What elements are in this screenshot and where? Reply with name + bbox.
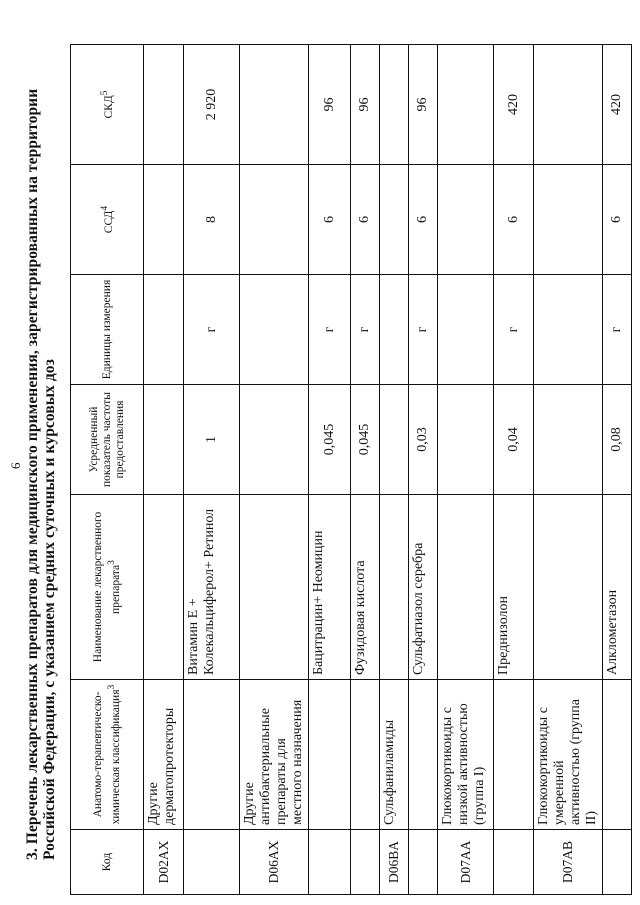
- cell-code: D07AB: [534, 830, 603, 895]
- table-row: [144, 45, 184, 895]
- cell-frequency: [438, 385, 494, 495]
- header-frequency: Усредненный показатель частоты предоставления: [71, 385, 144, 495]
- cell-ssd: 6: [494, 165, 534, 275]
- cell-ssd: 8: [184, 165, 240, 275]
- cell-name: Бацитрацин+ Неомицин: [309, 495, 351, 680]
- cell-frequency: 0,04: [494, 385, 534, 495]
- table-row: [309, 45, 351, 895]
- table-row: [494, 45, 534, 895]
- cell-skd: [438, 45, 494, 165]
- cell-name: Алклометазон: [603, 495, 632, 680]
- cell-unit: г: [409, 275, 438, 385]
- cell-atc: [184, 680, 240, 830]
- cell-atc: Глюкокортикоиды с низкой активностью (группа I): [438, 680, 494, 830]
- cell-frequency: [534, 385, 603, 495]
- cell-code: [494, 830, 534, 895]
- table-row: [438, 45, 494, 895]
- cell-skd: 96: [351, 45, 380, 165]
- cell-ssd: 6: [351, 165, 380, 275]
- cell-atc: Глюкокортикоиды с умеренной активностью (группа II): [534, 680, 603, 830]
- cell-unit: г: [494, 275, 534, 385]
- header-ssd: ССД$^4$: [71, 165, 144, 275]
- cell-frequency: 0,08: [603, 385, 632, 495]
- cell-atc: Другие дерматопротекторы: [144, 680, 184, 830]
- cell-skd: 420: [603, 45, 632, 165]
- cell-code: D06AX: [240, 830, 309, 895]
- cell-unit: [534, 275, 603, 385]
- document-title: 3. Перечень лекарственных препаратов для медицинского применения, зарегистрированных на территории Российской Федерации, с указанием средних суточных и курсовых доз: [24, 88, 58, 860]
- cell-atc: Другие антибактериальные препараты для местного назначения: [240, 680, 309, 830]
- cell-skd: [240, 45, 309, 165]
- table-row: [380, 45, 409, 895]
- cell-name: Преднизолон: [494, 495, 534, 680]
- page-number: 6: [8, 462, 23, 469]
- cell-ssd: 6: [409, 165, 438, 275]
- cell-frequency: 0,045: [351, 385, 380, 495]
- table-row: [240, 45, 309, 895]
- cell-skd: 2 920: [184, 45, 240, 165]
- cell-code: [409, 830, 438, 895]
- cell-atc: [409, 680, 438, 830]
- cell-code: D06BA: [380, 830, 409, 895]
- cell-frequency: [380, 385, 409, 495]
- cell-name: Фузидовая кислота: [351, 495, 380, 680]
- cell-unit: [438, 275, 494, 385]
- cell-skd: [534, 45, 603, 165]
- cell-frequency: [240, 385, 309, 495]
- cell-atc: [309, 680, 351, 830]
- header-row: [71, 45, 144, 895]
- cell-name: Витамин Е + Колекальциферол+ Ретинол: [184, 495, 240, 680]
- header-name: Наименование лекарственного препарата$^3$: [71, 495, 144, 680]
- table-row: [351, 45, 380, 895]
- drug-table: [70, 44, 632, 895]
- table-row: [534, 45, 603, 895]
- cell-code: [309, 830, 351, 895]
- cell-unit: [380, 275, 409, 385]
- cell-ssd: 6: [309, 165, 351, 275]
- cell-code: [603, 830, 632, 895]
- cell-ssd: 6: [603, 165, 632, 275]
- cell-unit: [240, 275, 309, 385]
- cell-name: [380, 495, 409, 680]
- cell-unit: г: [184, 275, 240, 385]
- cell-atc: [603, 680, 632, 830]
- cell-skd: 420: [494, 45, 534, 165]
- cell-atc: Сульфаниламиды: [380, 680, 409, 830]
- cell-frequency: 1: [184, 385, 240, 495]
- cell-skd: [380, 45, 409, 165]
- cell-frequency: 0,045: [309, 385, 351, 495]
- cell-code: D02AX: [144, 830, 184, 895]
- cell-code: [184, 830, 240, 895]
- cell-unit: г: [309, 275, 351, 385]
- table-row: [409, 45, 438, 895]
- cell-name: Сульфатиазол серебра: [409, 495, 438, 680]
- cell-skd: 96: [409, 45, 438, 165]
- cell-ssd: [438, 165, 494, 275]
- cell-skd: 96: [309, 45, 351, 165]
- cell-code: [351, 830, 380, 895]
- header-skd: СКД$^5$: [71, 45, 144, 165]
- cell-skd: [144, 45, 184, 165]
- cell-unit: г: [603, 275, 632, 385]
- header-unit: Единицы измерения: [71, 275, 144, 385]
- cell-ssd: [380, 165, 409, 275]
- cell-atc: [494, 680, 534, 830]
- cell-name: [240, 495, 309, 680]
- cell-ssd: [534, 165, 603, 275]
- cell-frequency: [144, 385, 184, 495]
- table-row: [184, 45, 240, 895]
- cell-unit: г: [351, 275, 380, 385]
- header-atc: Анатомо-терапевтическо-химическая классификация$^3$: [71, 680, 144, 830]
- header-code: Код: [71, 830, 144, 895]
- cell-ssd: [240, 165, 309, 275]
- table-row: [603, 45, 632, 895]
- cell-frequency: 0,03: [409, 385, 438, 495]
- cell-name: [144, 495, 184, 680]
- cell-atc: [351, 680, 380, 830]
- cell-ssd: [144, 165, 184, 275]
- cell-name: [438, 495, 494, 680]
- cell-code: D07AA: [438, 830, 494, 895]
- cell-unit: [144, 275, 184, 385]
- cell-name: [534, 495, 603, 680]
